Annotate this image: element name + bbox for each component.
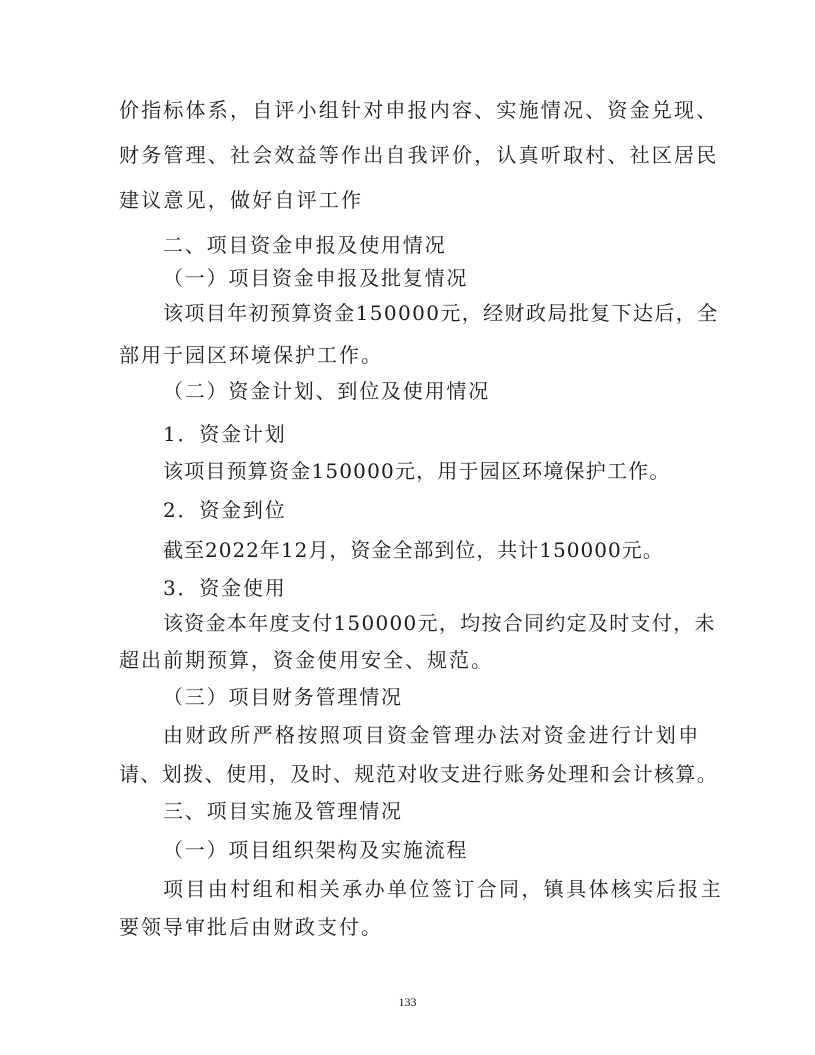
page-number: 133	[398, 995, 417, 1009]
paragraph-line: 价指标体系，自评小组针对申报内容、实施情况、资金兑现、	[119, 98, 719, 122]
section-heading: 三、项目实施及管理情况	[163, 799, 403, 823]
paragraph-line: 该项目预算资金150000元，用于园区环境保护工作。	[163, 459, 671, 483]
paragraph-line: 该资金本年度支付150000元，均按合同约定及时支付，未	[163, 611, 716, 635]
paragraph-line: 项目由村组和相关承办单位签订合同，镇具体核实后报主	[163, 877, 723, 901]
paragraph-line: 财务管理、社会效益等作出自我评价，认真听取村、社区居民	[119, 143, 719, 167]
section-heading: 二、项目资金申报及使用情况	[163, 233, 447, 257]
paragraph-line: 超出前期预算，资金使用安全、规范。	[119, 648, 493, 672]
item-heading: 2．资金到位	[163, 498, 287, 522]
subsection-heading: （二）资金计划、到位及使用情况	[163, 379, 490, 403]
paragraph-line: 该项目年初预算资金150000元，经财政局批复下达后，全	[163, 301, 719, 325]
paragraph-line: 部用于园区环境保护工作。	[119, 343, 383, 367]
paragraph-line: 请、划拨、使用，及时、规范对收支进行账务处理和会计核算。	[119, 762, 719, 786]
item-heading: 1．资金计划	[163, 422, 287, 446]
paragraph-line: 由财政所严格按照项目资金管理办法对资金进行计划申	[163, 723, 701, 747]
subsection-heading: （一）项目资金申报及批复情况	[163, 266, 469, 290]
subsection-heading: （一）项目组织架构及实施流程	[163, 838, 469, 862]
paragraph-line: 截至2022年12月，资金全部到位，共计150000元。	[163, 538, 664, 562]
item-heading: 3．资金使用	[163, 576, 287, 600]
subsection-heading: （三）项目财务管理情况	[163, 685, 403, 709]
paragraph-line: 建议意见，做好自评工作	[119, 188, 364, 212]
paragraph-line: 要领导审批后由财政支付。	[119, 915, 383, 939]
